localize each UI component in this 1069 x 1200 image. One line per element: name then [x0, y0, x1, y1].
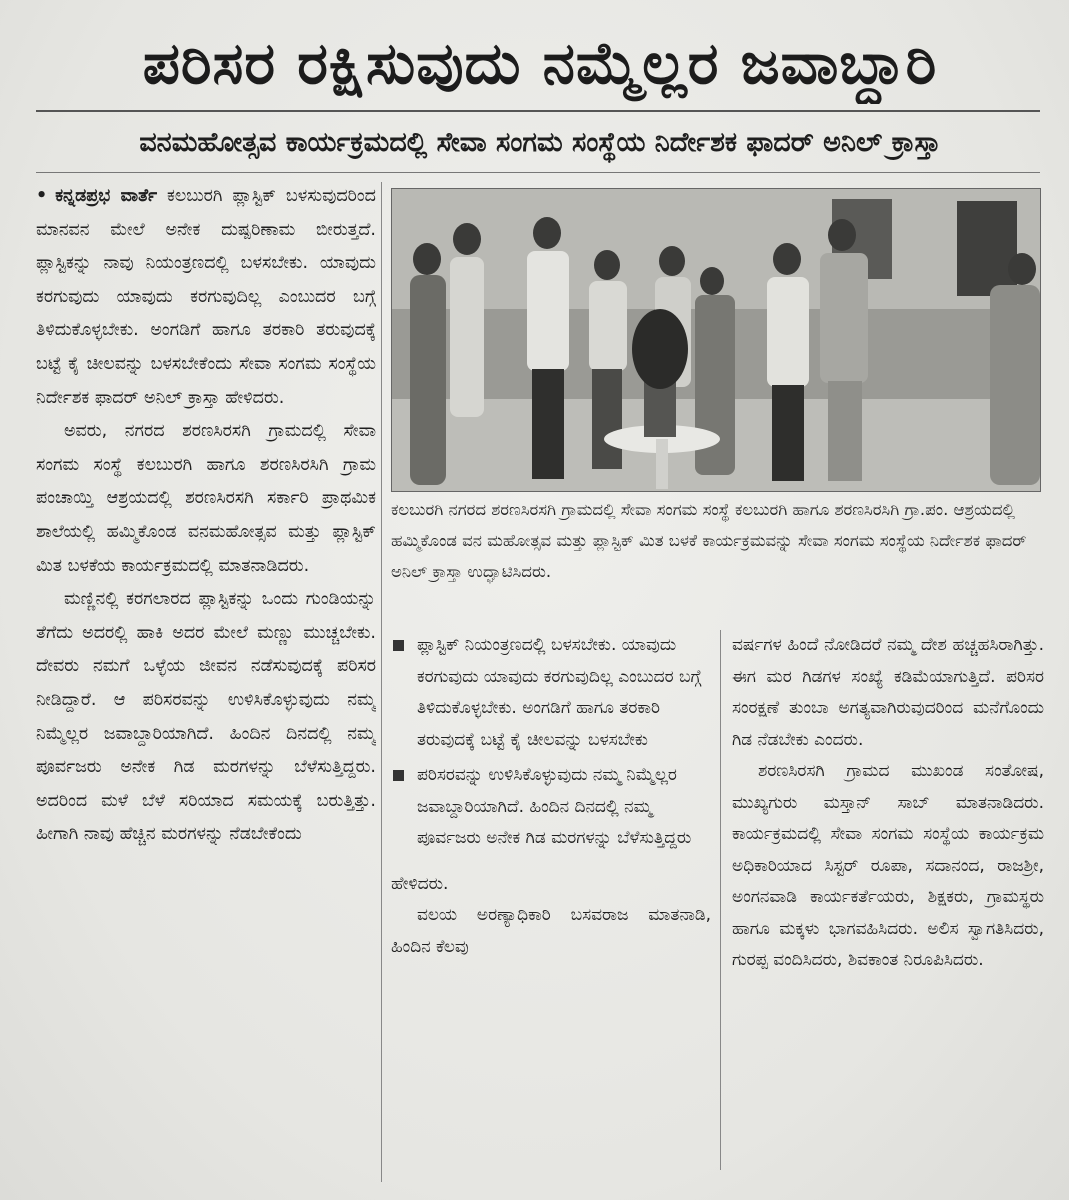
event-photo — [391, 188, 1041, 492]
middle-column — [391, 630, 711, 1170]
column-divider-left — [381, 182, 382, 1182]
left-paragraph-1-text: ಪ್ಲಾಸ್ಟಿಕ್ ಬಳಸುವುದರಿಂದ ಮಾನವನ ಮೇಲೆ ಅನೇಕ ದುಷ್ಪರಿಣಾಮ ಬೀರುತ್ತದೆ. ಪ್ಲಾಸ್ಟಿಕನ್ನು ನಾವು ನಿಯಂತ್ರಣದಲ್ಲಿ ಬಳಸಬೇಕು. ಯಾವುದು ಕರಗುವುದು ಯಾವುದು ಕರಗುವುದಿಲ್ಲ ಎಂಬುದರ ಬಗ್ಗೆ ತಿಳಿದುಕೊಳ್ಳಬೇಕು. ಅಂಗಡಿಗೆ ಹಾಗೂ ತರಕಾರಿ ತರುವುದಕ್ಕೆ ಬಟ್ಟೆ ಕೈ ಚೀಲವನ್ನು ಬಳಸಬೇಕೆಂದು ಸೇವಾ ಸಂಗಮ ಸಂಸ್ಥೆಯ ನಿರ್ದೇಶಕ ಫಾದರ್ ಅನಿಲ್ ಕ್ರಾಸ್ತಾ ಹೇಳಿದರು. — [36, 186, 376, 408]
right-paragraph-2: ಶರಣಸಿರಸಗಿ ಗ್ರಾಮದ ಮುಖಂಡ ಸಂತೋಷ, ಮುಖ್ಯಗುರು ಮಸ್ತಾನ್ ಸಾಬ್ ಮಾತನಾಡಿದರು. ಕಾರ್ಯಕ್ರಮದಲ್ಲಿ ಸೇವಾ ಸಂಗಮ ಸಂಸ್ಥೆಯ ಕಾರ್ಯಕ್ರಮ ಅಧಿಕಾರಿಯಾದ ಸಿಸ್ಟರ್ ರೂಪಾ, ಸದಾನಂದ, ರಾಜಶ್ರೀ, ಅಂಗನವಾಡಿ ಕಾರ್ಯಕರ್ತೆಯರು, ಶಿಕ್ಷಕರು, ಗ್ರಾಮಸ್ಥರು ಹಾಗೂ ಮಕ್ಕಳು ಭಾಗವಹಿಸಿದರು. ಅಲಿಸ ಸ್ವಾಗತಿಸಿದರು, ಗುರಪ್ಪ ವಂದಿಸಿದರು, ಶಿವಕಾಂತ ನಿರೂಪಿಸಿದರು. — [732, 761, 1044, 970]
continuation-text: ಹೇಳಿದರು. — [391, 873, 449, 894]
pull-quote-2-text: ಪರಿಸರವನ್ನು ಉಳಿಸಿಕೊಳ್ಳುವುದು ನಮ್ಮ ನಿಮ್ಮೆಲ್ಲರ ಜವಾಬ್ದಾರಿಯಾಗಿದೆ. ಹಿಂದಿನ ದಿನದಲ್ಲಿ ನಮ್ಮ ಪೂರ್ವಜರು ಅನೇಕ ಗಿಡ ಮರಗಳನ್ನು ಬೆಳೆಸುತ್ತಿದ್ದರು — [417, 765, 692, 848]
photo-caption: ಕಲಬುರಗಿ ನಗರದ ಶರಣಸಿರಸಗಿ ಗ್ರಾಮದಲ್ಲಿ ಸೇವಾ ಸಂಗಮ ಸಂಸ್ಥೆ ಕಲಬುರಗಿ ಹಾಗೂ ಶರಣಸಿರಸಿಗಿ ಗ್ರಾ.ಪಂ. ಆಶ್ರಯದಲ್ಲಿ ಹಮ್ಮಿಕೊಂಡ ವನ ಮಹೋತ್ಸವ ಮತ್ತು ಪ್ಲಾಸ್ಟಿಕ್ ಮಿತ ಬಳಕೆ ಕಾರ್ಯಕ್ರಮವನ್ನು ಸೇವಾ ಸಂಗಮ ಸಂಸ್ಥೆಯ ನಿರ್ದೇಶಕ ಫಾದರ್ ಅನಿಲ್ ಕ್ರಾಸ್ತಾ ಉದ್ಘಾಟಿಸಿದರು. — [391, 500, 1027, 581]
column-divider-right — [720, 630, 721, 1170]
right-paragraph-1: ವರ್ಷಗಳ ಹಿಂದೆ ನೋಡಿದರೆ ನಮ್ಮ ದೇಶ ಹಚ್ಚಹಸಿರಾಗಿತ್ತು. ಈಗ ಮರ ಗಿಡಗಳ ಸಂಖ್ಯೆ ಕಡಿಮೆಯಾಗುತ್ತಿದೆ. ಪರಿಸರ ಸಂರಕ್ಷಣೆ ತುಂಬಾ ಅಗತ್ಯವಾಗಿರುವುದರಿಂದ ಮನೆಗೊಂದು ಗಿಡ ನೆಡಬೇಕು ಎಂದರು. — [732, 635, 1044, 750]
pull-quote-2 — [391, 760, 711, 855]
byline — [36, 186, 157, 206]
left-column — [36, 180, 376, 1190]
left-paragraph-1 — [36, 180, 376, 415]
square-bullet-icon — [393, 640, 404, 651]
pull-quote-1-text: ಪ್ಲಾಸ್ಟಿಕ್ ನಿಯಂತ್ರಣದಲ್ಲಿ ಬಳಸಬೇಕು. ಯಾವುದು ಕರಗುವುದು ಯಾವುದು ಕರಗುವುದಿಲ್ಲ ಎಂಬುದರ ಬಗ್ಗೆ ತಿಳಿದುಕೊಳ್ಳಬೇಕು. ಅಂಗಡಿಗೆ ಹಾಗೂ ತರಕಾರಿ ತರುವುದಕ್ಕೆ ಬಟ್ಟೆ ಕೈ ಚೀಲವನ್ನು ಬಳಸಬೇಕು — [417, 635, 702, 750]
divider-sub — [36, 172, 1040, 173]
subheadline: ವನಮಹೋತ್ಸವ ಕಾರ್ಯಕ್ರಮದಲ್ಲಿ ಸೇವಾ ಸಂಗಮ ಸಂಸ್ಥೆಯ ನಿರ್ದೇಶಕ ಫಾದರ್ ಅನಿಲ್ ಕ್ರಾಸ್ತಾ — [139, 127, 941, 158]
byline-place: ಕಲಬುರಗಿ — [167, 186, 223, 206]
event-photo-illustration — [392, 189, 1040, 491]
divider-top — [36, 110, 1040, 112]
byline-source: ಕನ್ನಡಪ್ರಭ ವಾರ್ತೆ — [55, 186, 158, 206]
pull-quote-1 — [391, 630, 711, 756]
middle-paragraph: ವಲಯ ಅರಣ್ಯಾಧಿಕಾರಿ ಬಸವರಾಜ ಮಾತನಾಡಿ, ಹಿಂದಿನ ಕೆಲವು — [391, 905, 711, 957]
bullet-icon: • — [36, 186, 48, 206]
left-paragraph-2: ಅವರು, ನಗರದ ಶರಣಸಿರಸಗಿ ಗ್ರಾಮದಲ್ಲಿ ಸೇವಾ ಸಂಗಮ ಸಂಸ್ಥೆ ಕಲಬುರಗಿ ಹಾಗೂ ಶರಣಸಿರಸಿಗಿ ಗ್ರಾಮ ಪಂಚಾಯ್ತಿ ಆಶ್ರಯದಲ್ಲಿ ಶರಣಸಿರಸಗಿ ಸರ್ಕಾರಿ ಪ್ರಾಥಮಿಕ ಶಾಲೆಯಲ್ಲಿ ಹಮ್ಮಿಕೊಂಡ ವನಮಹೋತ್ಸವ ಮತ್ತು ಪ್ಲಾಸ್ಟಿಕ್ ಮಿತ ಬಳಕೆಯ ಕಾರ್ಯಕ್ರಮದಲ್ಲಿ ಮಾತನಾಡಿದರು. — [36, 421, 376, 576]
square-bullet-icon — [393, 770, 404, 781]
headline: ಪರಿಸರ ರಕ್ಷಿಸುವುದು ನಮ್ಮೆಲ್ಲರ ಜವಾಬ್ದಾರಿ — [142, 29, 938, 97]
right-column — [732, 630, 1044, 1170]
left-paragraph-3: ಮಣ್ಣಿನಲ್ಲಿ ಕರಗಲಾರದ ಪ್ಲಾಸ್ಟಿಕನ್ನು ಒಂದು ಗುಂಡಿಯನ್ನು ತೆಗೆದು ಅದರಲ್ಲಿ ಹಾಕಿ ಅದರ ಮೇಲೆ ಮಣ್ಣು ಮುಚ್ಚಬೇಕು. ದೇವರು ನಮಗೆ ಒಳ್ಳೆಯ ಜೀವನ ನಡೆಸುವುದಕ್ಕೆ ಪರಿಸರ ನೀಡಿದ್ದಾರೆ. ಆ ಪರಿಸರವನ್ನು ಉಳಿಸಿಕೊಳ್ಳುವುದು ನಮ್ಮ ನಿಮ್ಮೆಲ್ಲರ ಜವಾಬ್ದಾರಿಯಾಗಿದೆ. ಹಿಂದಿನ ದಿನದಲ್ಲಿ ನಮ್ಮ ಪೂರ್ವಜರು ಅನೇಕ ಗಿಡ ಮರಗಳನ್ನು ಬೆಳೆಸುತ್ತಿದ್ದರು. ಅದರಿಂದ ಮಳೆ ಬೆಳೆ ಸರಿಯಾದ ಸಮಯಕ್ಕೆ ಬರುತ್ತಿತ್ತು. ಹೀಗಾಗಿ ನಾವು ಹೆಚ್ಚಿನ ಮರಗಳನ್ನು ನೆಡಬೇಕೆಂದು — [36, 589, 376, 845]
